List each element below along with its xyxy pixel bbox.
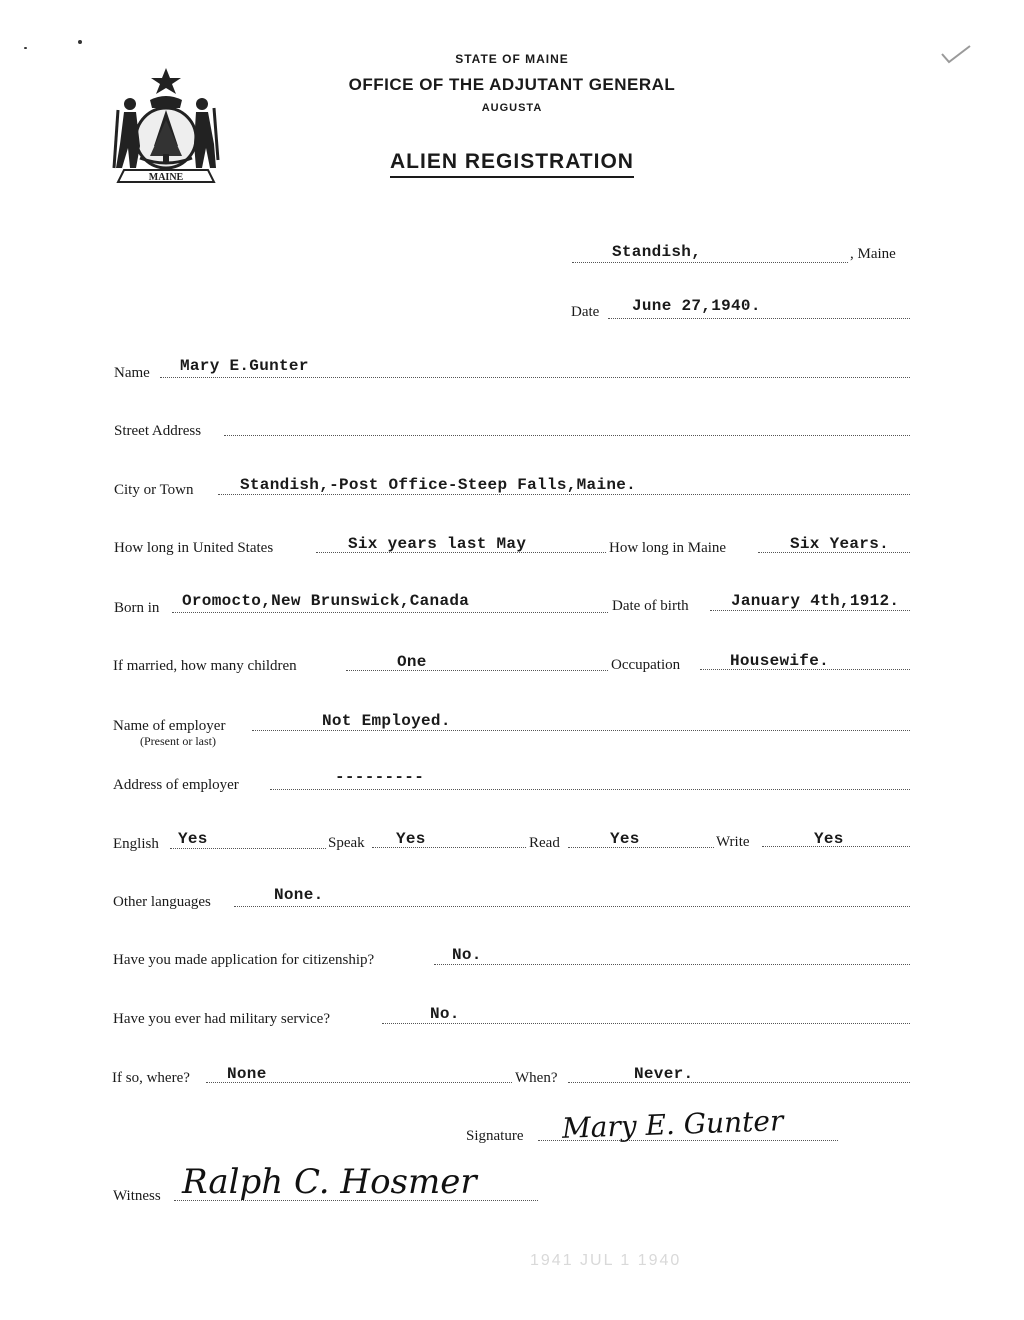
when-line [568, 1082, 910, 1083]
other-languages-label: Other languages [113, 894, 211, 910]
date-label: Date [571, 304, 600, 320]
date-of-birth-line [710, 610, 910, 611]
date-value: June 27,1940. [632, 297, 761, 315]
how-long-maine-label: How long in Maine [609, 540, 727, 556]
ink-speck [24, 47, 27, 49]
military-value: No. [430, 1005, 460, 1023]
city-town-label: City or Town [114, 482, 194, 498]
children-line [346, 670, 608, 671]
read-line [568, 847, 714, 848]
read-value: Yes [610, 830, 640, 848]
how-long-maine-value: Six Years. [790, 535, 890, 553]
office-heading: OFFICE OF THE ADJUTANT GENERAL [348, 75, 676, 94]
when-value: Never. [634, 1065, 694, 1083]
town-value: Standish, [612, 243, 702, 261]
how-long-us-label: How long in United States [114, 540, 274, 556]
occupation-label: Occupation [611, 657, 681, 673]
citizenship-line [434, 964, 910, 965]
date-of-birth-value: January 4th,1912. [731, 592, 900, 610]
received-stamp: 1941 JUL 1 1940 [530, 1252, 682, 1269]
witness-value: Ralph C. Hosmer [182, 1162, 477, 1202]
where-value: None [227, 1065, 267, 1083]
english-value: Yes [178, 830, 208, 848]
speak-value: Yes [396, 830, 426, 848]
name-value: Mary E.Gunter [180, 357, 309, 375]
children-value: One [397, 653, 427, 671]
other-languages-value: None. [274, 886, 324, 904]
name-label: Name [114, 365, 150, 381]
town-line [572, 262, 848, 263]
city-town-line [218, 494, 910, 495]
date-of-birth-label: Date of birth [612, 598, 689, 614]
military-line [382, 1023, 910, 1024]
city-town-value: Standish,-Post Office-Steep Falls,Maine. [240, 476, 637, 494]
employer-address-line [270, 789, 910, 790]
citizenship-label: Have you made application for citizenship? [113, 952, 375, 968]
write-value: Yes [814, 830, 844, 848]
city-heading: AUGUSTA [481, 102, 543, 114]
born-in-line [172, 612, 608, 613]
employer-line [252, 730, 910, 731]
seal-banner-text: MAINE [148, 172, 184, 183]
street-label: Street Address [114, 423, 202, 439]
form-title: ALIEN REGISTRATION [0, 150, 1024, 174]
state-suffix-label: , Maine [850, 246, 896, 262]
ink-speck [78, 40, 82, 44]
read-label: Read [529, 835, 560, 851]
other-languages-line [234, 906, 910, 907]
born-in-label: Born in [114, 600, 160, 616]
occupation-value: Housewife. [730, 652, 830, 670]
witness-label: Witness [113, 1188, 161, 1204]
english-label: English [113, 836, 159, 852]
employer-sublabel: (Present or last) [140, 734, 216, 748]
employer-address-value: --------- [335, 768, 425, 786]
citizenship-value: No. [452, 946, 482, 964]
military-label: Have you ever had military service? [113, 1011, 330, 1027]
speak-label: Speak [328, 835, 365, 851]
when-label: When? [515, 1070, 558, 1086]
signature-value: Mary E. Gunter [561, 1104, 784, 1145]
state-heading: STATE OF MAINE [455, 52, 569, 66]
employer-value: Not Employed. [322, 712, 451, 730]
write-label: Write [716, 834, 750, 850]
signature-label: Signature [466, 1128, 524, 1144]
date-line [608, 318, 910, 319]
employer-label: Name of employer [113, 718, 226, 734]
how-long-us-value: Six years last May [348, 535, 527, 553]
employer-address-label: Address of employer [113, 777, 239, 793]
where-label: If so, where? [112, 1070, 190, 1086]
name-line [160, 377, 910, 378]
english-line [170, 848, 326, 849]
born-in-value: Oromocto,New Brunswick,Canada [182, 592, 470, 610]
children-label: If married, how many children [113, 658, 297, 674]
street-line [224, 435, 910, 436]
